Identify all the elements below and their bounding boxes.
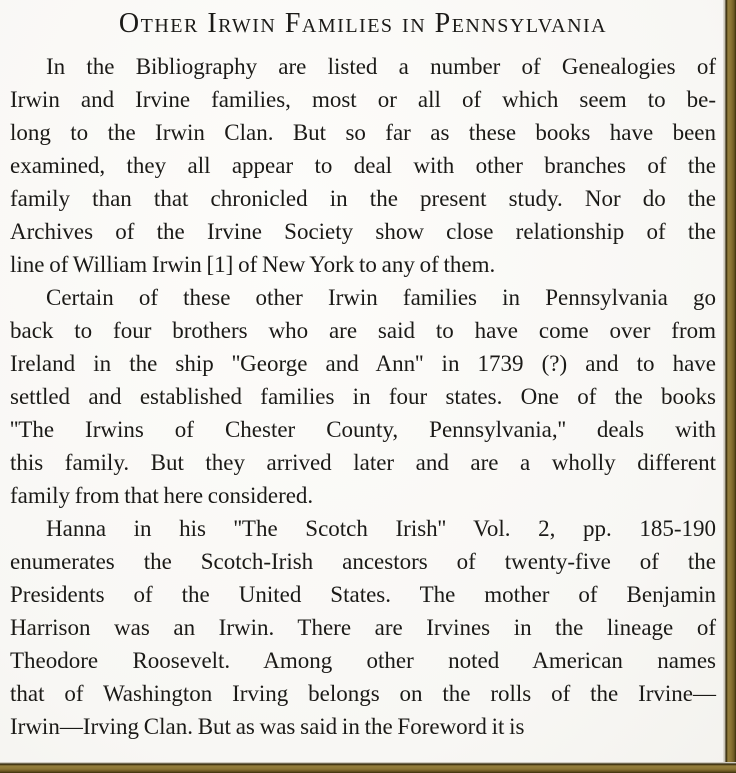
text-line: Certain of these other Irwin families in Pennsylvania go [46,285,716,310]
text-line: Irwin—Irving Clan. But as was said in the Foreword it is [10,714,525,739]
page-body [10,50,716,743]
text-line: this family. But they arrived later and are a wholly different [10,450,716,475]
text-line: enumerates the Scotch-Irish ancestors of twenty-five of the [10,549,716,574]
page-edge-bottom [0,762,736,773]
page-edge-right [723,0,736,773]
text-line: family from that here considered. [10,483,314,508]
page-title: Other Irwin Families in Pennsylvania [118,8,608,39]
paragraph [10,50,716,281]
paragraph [10,281,716,512]
text-line: Theodore Roosevelt. Among other noted American names [10,648,716,673]
text-line: Harrison was an Irwin. There are Irvines in the lineage of [10,615,716,640]
text-line: family than that chronicled in the present study. Nor do the [10,186,716,211]
text-line: Irwin and Irvine families, most or all of which seem to be- [10,87,716,112]
text-line: long to the Irwin Clan. But so far as these books have been [10,120,716,145]
text-line: that of Washington Irving belongs on the rolls of the Irvine— [10,681,716,706]
text-line: Archives of the Irvine Society show close relationship of the [10,219,716,244]
text-line: line of William Irwin [1] of New York to any of them. [10,252,496,277]
text-line: Ireland in the ship ''George and Ann'' in 1739 (?) and to have [10,351,716,376]
text-line: In the Bibliography are listed a number of Genealogies of [46,54,716,79]
text-line: Presidents of the United States. The mother of Benjamin [10,582,716,607]
text-line: examined, they all appear to deal with other branches of the [10,153,716,178]
text-line: ''The Irwins of Chester County, Pennsylvania,'' deals with [10,417,716,442]
text-line: settled and established families in four states. One of the books [10,384,716,409]
paragraph [10,512,716,743]
text-line: back to four brothers who are said to have come over from [10,318,716,343]
text-line: Hanna in his ''The Scotch Irish'' Vol. 2, pp. 185-190 [46,516,716,541]
